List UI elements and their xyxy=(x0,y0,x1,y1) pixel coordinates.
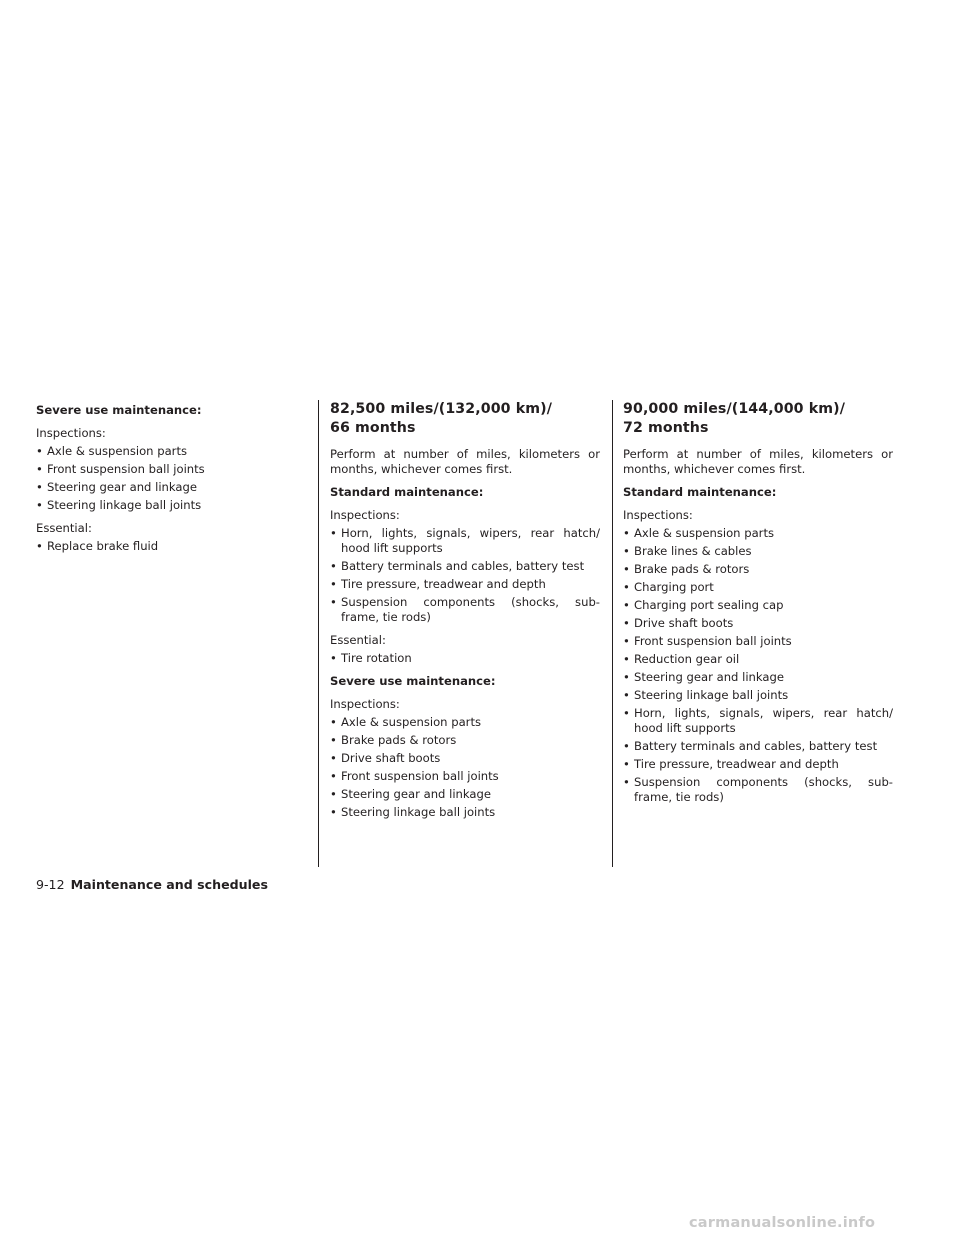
section-title-line2: 66 months xyxy=(330,420,416,436)
list-item: • Horn, lights, signals, wipers, rear hatch/ hood lift supports xyxy=(623,706,893,736)
list-item: • Replace brake fluid xyxy=(36,539,304,554)
list-item: • Steering gear and linkage xyxy=(623,670,893,685)
section-title-line1: 90,000 miles/(144,000 km)/ xyxy=(623,401,845,417)
list-item: • Brake pads & rotors xyxy=(623,562,893,577)
list-item: • Steering gear and linkage xyxy=(330,787,600,802)
list-item: • Battery terminals and cables, battery test xyxy=(623,739,893,754)
list-item: • Front suspension ball joints xyxy=(330,769,600,784)
list-item: • Drive shaft boots xyxy=(623,616,893,631)
intro-paragraph: Perform at number of miles, kilometers or months, whichever comes first. xyxy=(330,447,600,476)
inspections-label: Inspections: xyxy=(36,426,106,440)
list-item: • Axle & suspension parts xyxy=(330,715,600,730)
standard-maintenance-heading: Standard maintenance: xyxy=(623,485,777,499)
list-item: • Steering gear and linkage xyxy=(36,480,304,495)
list-item: • Front suspension ball joints xyxy=(623,634,893,649)
page-footer xyxy=(36,877,268,893)
section-title-line2: 72 months xyxy=(623,420,709,436)
list-item: • Battery terminals and cables, battery test xyxy=(330,559,600,574)
list-item: • Axle & suspension parts xyxy=(36,444,304,459)
section-title xyxy=(623,400,893,438)
list-item: • Tire pressure, treadwear and depth xyxy=(623,757,893,772)
inspections-list xyxy=(36,444,304,513)
column-divider xyxy=(612,400,613,867)
column-divider xyxy=(318,400,319,867)
list-item: • Axle & suspension parts xyxy=(623,526,893,541)
essential-label: Essential: xyxy=(36,521,92,535)
list-item: • Horn, lights, signals, wipers, rear hatch/ hood lift supports xyxy=(330,526,600,556)
inspections-label: Inspections: xyxy=(330,508,400,522)
page-number: 9-12 xyxy=(36,877,65,892)
list-item: • Tire rotation xyxy=(330,651,600,666)
essential-label: Essential: xyxy=(330,633,386,647)
list-item: • Steering linkage ball joints xyxy=(623,688,893,703)
standard-inspections-list xyxy=(330,526,600,625)
list-item: • Steering linkage ball joints xyxy=(36,498,304,513)
severe-use-heading: Severe use maintenance: xyxy=(330,674,496,688)
inspections-label: Inspections: xyxy=(330,697,400,711)
list-item: • Tire pressure, treadwear and depth xyxy=(330,577,600,592)
essential-list xyxy=(36,539,304,554)
standard-maintenance-heading: Standard maintenance: xyxy=(330,485,484,499)
list-item: • Steering linkage ball joints xyxy=(330,805,600,820)
list-item: • Front suspension ball joints xyxy=(36,462,304,477)
inspections-list xyxy=(623,526,893,805)
list-item: • Drive shaft boots xyxy=(330,751,600,766)
chapter-title: Maintenance and schedules xyxy=(70,877,268,892)
watermark-text: carmanualsonline.info xyxy=(689,1215,876,1231)
list-item: • Suspension components (shocks, sub-frame, tie rods) xyxy=(330,595,600,625)
essential-list xyxy=(330,651,600,666)
column-90000-miles xyxy=(623,400,893,813)
section-title xyxy=(330,400,600,438)
list-item: • Reduction gear oil xyxy=(623,652,893,667)
list-item: • Brake pads & rotors xyxy=(330,733,600,748)
column-severe-use xyxy=(36,400,304,562)
severe-inspections-list xyxy=(330,715,600,820)
column-82500-miles xyxy=(330,400,600,828)
list-item: • Charging port xyxy=(623,580,893,595)
list-item: • Suspension components (shocks, sub-frame, tie rods) xyxy=(623,775,893,805)
list-item: • Brake lines & cables xyxy=(623,544,893,559)
section-title-line1: 82,500 miles/(132,000 km)/ xyxy=(330,401,552,417)
list-item: • Charging port sealing cap xyxy=(623,598,893,613)
intro-paragraph: Perform at number of miles, kilometers or months, whichever comes first. xyxy=(623,447,893,476)
severe-use-heading: Severe use maintenance: xyxy=(36,403,202,417)
inspections-label: Inspections: xyxy=(623,508,693,522)
